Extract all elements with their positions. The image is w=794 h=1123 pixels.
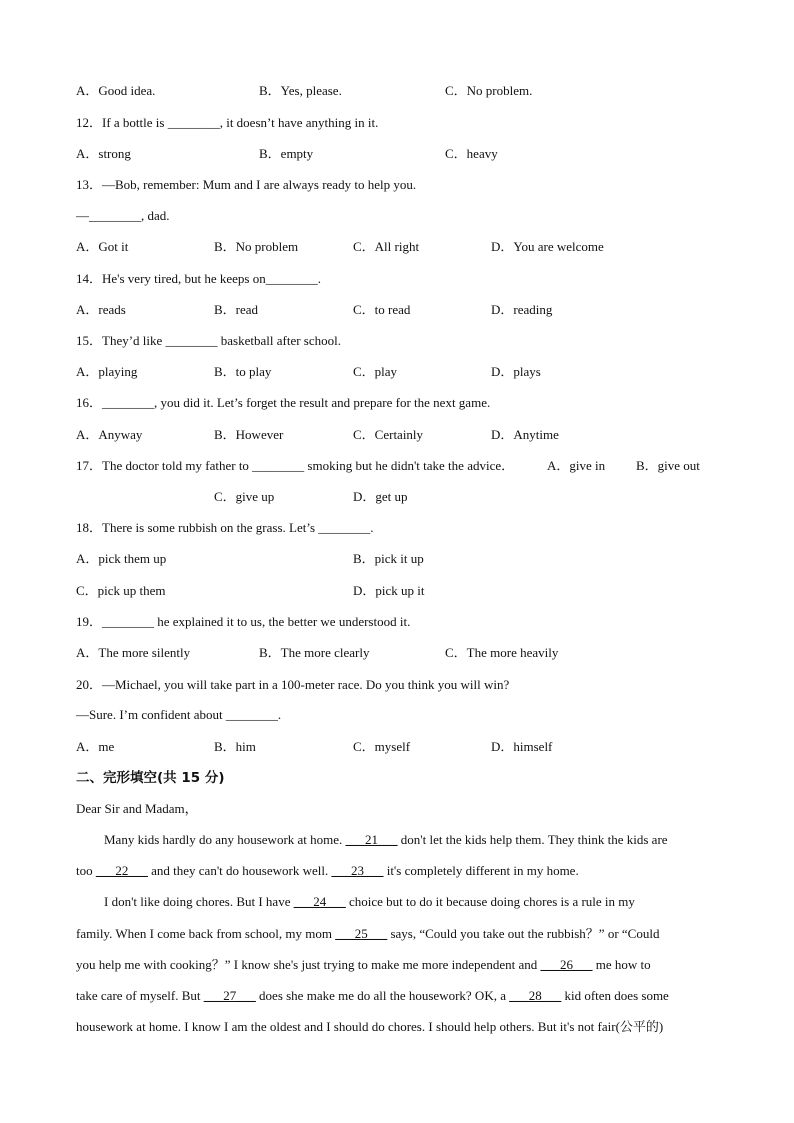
- option-q12-b: B．empty: [259, 146, 314, 161]
- option-q18-b: B．pick it up: [353, 551, 424, 566]
- option-q16-c: C．Certainly: [353, 427, 424, 442]
- paragraph-text: me how to: [592, 957, 651, 972]
- option-q20-c: C．myself: [353, 739, 411, 754]
- option-q15-b: B．to play: [214, 364, 272, 379]
- cloze-blank: ___27___: [203, 988, 256, 1003]
- paragraph-text: kid often does some: [561, 988, 669, 1003]
- question-16-stem: 16．________, you did it. Let’s forget the result and prepare for the next game.: [76, 395, 491, 410]
- option-q14-c: C．to read: [353, 302, 411, 317]
- section-title-cloze: 二、完形填空(共 15 分): [76, 770, 225, 786]
- option-q13-a: A．Got it: [76, 239, 129, 254]
- option-q17-b: B．give out: [636, 458, 700, 473]
- cloze-paragraph-line: [104, 832, 744, 848]
- paragraph-text: says, “Could you take out the rubbish？” or “Could: [387, 926, 660, 941]
- cloze-blank: ___28___: [509, 988, 562, 1003]
- option-q20-d: D．himself: [491, 739, 553, 754]
- cloze-blank: ___22___: [95, 863, 148, 878]
- cloze-paragraph-line: [76, 1019, 716, 1035]
- option-q18-d: D．pick up it: [353, 583, 425, 598]
- option-q16-d: D．Anytime: [491, 427, 559, 442]
- cloze-blank: ___25___: [335, 926, 388, 941]
- paragraph-text: choice but to do it because doing chores is a rule in my: [345, 894, 635, 909]
- option-q15-c: C．play: [353, 364, 398, 379]
- cloze-paragraph-line: [104, 894, 744, 910]
- option-q19-a: A．The more silently: [76, 645, 191, 660]
- cloze-blank: ___23___: [331, 863, 384, 878]
- option-q12-c: C．heavy: [445, 146, 498, 161]
- question-13-stem-reply: —________, dad.: [76, 208, 170, 223]
- option-q14-b: B．read: [214, 302, 259, 317]
- question-19-stem: 19．________ he explained it to us, the better we understood it.: [76, 614, 411, 629]
- option-q11-b: B．Yes, please.: [259, 83, 342, 98]
- option-q15-d: D．plays: [491, 364, 541, 379]
- paragraph-text: take care of myself. But: [76, 988, 204, 1003]
- letter-greeting: Dear Sir and Madam，: [76, 801, 198, 816]
- option-q17-a: A．give in: [547, 458, 606, 473]
- option-q18-c: C．pick up them: [76, 583, 166, 598]
- paragraph-text: it's completely different in my home.: [383, 863, 579, 878]
- cloze-paragraph-line: [76, 957, 716, 973]
- option-q14-d: D．reading: [491, 302, 553, 317]
- option-q20-b: B．him: [214, 739, 256, 754]
- option-q19-b: B．The more clearly: [259, 645, 370, 660]
- question-12-stem: 12．If a bottle is ________, it doesn’t have anything in it.: [76, 115, 379, 130]
- cloze-blank: ___24___: [293, 894, 346, 909]
- option-q16-a: A．Anyway: [76, 427, 143, 442]
- option-q11-a: A．Good idea.: [76, 83, 156, 98]
- option-q11-c: C．No problem.: [445, 83, 533, 98]
- cloze-blank: ___26___: [540, 957, 593, 972]
- question-13-stem: 13．—Bob, remember: Mum and I are always ready to help you.: [76, 177, 417, 192]
- option-q16-b: B．However: [214, 427, 284, 442]
- option-q19-c: C．The more heavily: [445, 645, 559, 660]
- option-q13-b: B．No problem: [214, 239, 299, 254]
- option-q15-a: A．playing: [76, 364, 138, 379]
- question-17-stem: 17．The doctor told my father to ________ smoking but he didn't take the advice．: [76, 458, 515, 473]
- paragraph-text: I don't like doing chores. But I have: [104, 894, 294, 909]
- question-15-stem: 15．They’d like ________ basketball after school.: [76, 333, 341, 348]
- option-q17-c: C．give up: [214, 489, 275, 504]
- option-q14-a: A．reads: [76, 302, 126, 317]
- paragraph-text: you help me with cooking？” I know she's just trying to make me more independent and: [76, 957, 541, 972]
- option-q12-a: A．strong: [76, 146, 131, 161]
- paragraph-text: does she make me do all the housework? OK, a: [255, 988, 510, 1003]
- paragraph-text: too: [76, 863, 96, 878]
- paragraph-text: Many kids hardly do any housework at home.: [104, 832, 346, 847]
- cloze-paragraph-line: [76, 863, 716, 879]
- option-q13-c: C．All right: [353, 239, 420, 254]
- option-q20-a: A．me: [76, 739, 115, 754]
- cloze-paragraph-line: [76, 988, 716, 1004]
- option-q18-a: A．pick them up: [76, 551, 167, 566]
- paragraph-text: and they can't do housework well.: [147, 863, 332, 878]
- option-q13-d: D．You are welcome: [491, 239, 604, 254]
- paragraph-text: housework at home. I know I am the oldest and I should do chores. I should help others. But it's not fair(公平的): [76, 1019, 664, 1034]
- paragraph-text: don't let the kids help them. They think the kids are: [397, 832, 668, 847]
- question-20-stem-reply: —Sure. I’m confident about ________.: [76, 707, 282, 722]
- question-14-stem: 14．He's very tired, but he keeps on________.: [76, 271, 321, 286]
- paragraph-text: family. When I come back from school, my mom: [76, 926, 336, 941]
- question-18-stem: 18．There is some rubbish on the grass. Let’s ________.: [76, 520, 374, 535]
- cloze-paragraph-line: [76, 926, 716, 942]
- question-20-stem: 20．—Michael, you will take part in a 100-meter race. Do you think you will win?: [76, 677, 510, 692]
- cloze-blank: ___21___: [345, 832, 398, 847]
- option-q17-d: D．get up: [353, 489, 408, 504]
